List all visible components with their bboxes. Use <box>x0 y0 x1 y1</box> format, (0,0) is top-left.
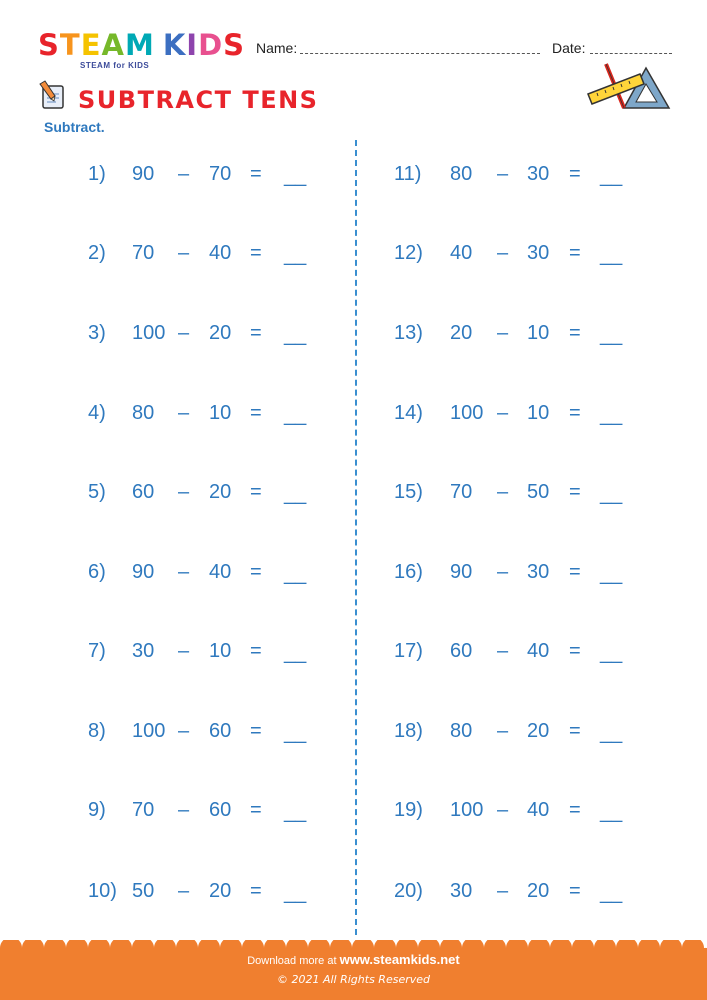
name-label: Name: <box>256 40 298 56</box>
problem-a: 70 <box>450 481 473 503</box>
problem-a: 100 <box>132 322 166 344</box>
answer-blank[interactable]: __ <box>284 882 307 904</box>
problem-op: – <box>178 163 190 185</box>
problem-num: 7) <box>88 640 106 662</box>
problem-num: 5) <box>88 481 106 503</box>
problem-b: 40 <box>209 242 232 264</box>
logo-letter: K <box>162 28 187 62</box>
logo-letter: S <box>223 28 246 62</box>
problem-b: 30 <box>527 163 550 185</box>
problem-eq: = <box>250 799 262 821</box>
answer-blank[interactable]: __ <box>600 801 623 823</box>
problem-item <box>0 322 707 350</box>
problem-item <box>0 640 707 668</box>
answer-blank[interactable]: __ <box>284 483 307 505</box>
problem-num: 11) <box>394 163 422 185</box>
problem-a: 60 <box>450 640 473 662</box>
problem-eq: = <box>250 322 262 344</box>
problem-num: 1) <box>88 163 106 185</box>
problem-a: 80 <box>450 163 473 185</box>
logo-letter: M <box>124 28 155 62</box>
problem-op: – <box>497 322 509 344</box>
answer-blank[interactable]: __ <box>600 642 623 664</box>
answer-blank[interactable]: __ <box>284 165 307 187</box>
problem-op: – <box>178 880 190 902</box>
problem-op: – <box>178 481 190 503</box>
problem-a: 40 <box>450 242 473 264</box>
problem-b: 40 <box>209 561 232 583</box>
problem-eq: = <box>569 322 581 344</box>
answer-blank[interactable]: __ <box>284 244 307 266</box>
problem-op: – <box>497 720 509 742</box>
problem-eq: = <box>569 402 581 424</box>
answer-blank[interactable]: __ <box>600 483 623 505</box>
problem-num: 3) <box>88 322 106 344</box>
problem-b: 50 <box>527 481 550 503</box>
problem-a: 30 <box>132 640 155 662</box>
problem-b: 10 <box>527 402 550 424</box>
problem-eq: = <box>569 720 581 742</box>
problem-eq: = <box>250 402 262 424</box>
footer-band <box>0 940 707 1000</box>
problem-op: – <box>497 402 509 424</box>
answer-blank[interactable]: __ <box>284 563 307 585</box>
logo-wordmark <box>38 30 245 60</box>
problem-a: 100 <box>450 799 484 821</box>
problem-eq: = <box>250 561 262 583</box>
problem-eq: = <box>569 561 581 583</box>
problem-a: 20 <box>450 322 473 344</box>
problem-item <box>0 880 707 908</box>
problem-op: – <box>178 720 190 742</box>
problem-num: 10) <box>88 880 117 902</box>
answer-blank[interactable]: __ <box>600 882 623 904</box>
problem-eq: = <box>569 799 581 821</box>
problem-a: 80 <box>132 402 155 424</box>
problem-item <box>0 163 707 191</box>
problem-num: 17) <box>394 640 423 662</box>
footer-download-prefix: Download more at <box>247 955 337 967</box>
problem-item <box>0 481 707 509</box>
problem-num: 9) <box>88 799 106 821</box>
problem-a: 90 <box>450 561 473 583</box>
answer-blank[interactable]: __ <box>600 563 623 585</box>
worksheet-pencil-icon <box>38 80 68 110</box>
problem-op: – <box>497 561 509 583</box>
ruler-and-set-square-icon <box>584 60 674 120</box>
problem-num: 15) <box>394 481 423 503</box>
problem-eq: = <box>250 880 262 902</box>
problem-num: 8) <box>88 720 106 742</box>
problem-num: 18) <box>394 720 423 742</box>
problem-a: 90 <box>132 561 155 583</box>
problem-eq: = <box>569 242 581 264</box>
problem-a: 70 <box>132 799 155 821</box>
problem-item <box>0 799 707 827</box>
logo-letter: D <box>198 28 224 62</box>
footer-download-line <box>0 952 707 967</box>
answer-blank[interactable]: __ <box>600 722 623 744</box>
logo-tagline: STEAM for KIDS <box>80 61 150 70</box>
problem-b: 60 <box>209 799 232 821</box>
problem-op: – <box>178 640 190 662</box>
problem-num: 20) <box>394 880 423 902</box>
problem-num: 13) <box>394 322 423 344</box>
problem-item <box>0 561 707 589</box>
date-field-line[interactable] <box>590 53 672 54</box>
problem-b: 30 <box>527 242 550 264</box>
problem-item <box>0 402 707 430</box>
problem-a: 90 <box>132 163 155 185</box>
problem-b: 10 <box>527 322 550 344</box>
worksheet-title: SUBTRACT TENS <box>78 86 319 114</box>
problem-op: – <box>178 561 190 583</box>
logo-letter: T <box>59 28 81 62</box>
answer-blank[interactable]: __ <box>284 722 307 744</box>
answer-blank[interactable]: __ <box>284 324 307 346</box>
answer-blank[interactable]: __ <box>600 165 623 187</box>
problem-op: – <box>497 242 509 264</box>
problem-a: 80 <box>450 720 473 742</box>
problem-b: 20 <box>209 880 232 902</box>
problem-b: 40 <box>527 799 550 821</box>
problem-num: 12) <box>394 242 423 264</box>
problem-op: – <box>497 481 509 503</box>
problem-a: 50 <box>132 880 155 902</box>
problem-b: 70 <box>209 163 232 185</box>
problem-eq: = <box>250 242 262 264</box>
problem-b: 20 <box>527 720 550 742</box>
problem-a: 100 <box>450 402 484 424</box>
problem-item <box>0 242 707 270</box>
problem-eq: = <box>569 640 581 662</box>
problem-op: – <box>497 799 509 821</box>
problem-num: 19) <box>394 799 423 821</box>
problem-eq: = <box>569 880 581 902</box>
problem-op: – <box>178 402 190 424</box>
problem-num: 6) <box>88 561 106 583</box>
problem-eq: = <box>250 481 262 503</box>
problem-a: 60 <box>132 481 155 503</box>
problem-eq: = <box>569 481 581 503</box>
logo-letter: E <box>80 28 102 62</box>
answer-blank[interactable]: __ <box>284 404 307 426</box>
problem-a: 70 <box>132 242 155 264</box>
logo-letter: A <box>101 28 125 62</box>
answer-blank[interactable]: __ <box>600 244 623 266</box>
problem-op: – <box>497 163 509 185</box>
steam-kids-logo <box>38 30 245 70</box>
problem-b: 60 <box>209 720 232 742</box>
logo-letter: S <box>38 28 60 62</box>
problem-num: 4) <box>88 402 106 424</box>
problem-eq: = <box>250 720 262 742</box>
name-field-line[interactable] <box>300 53 540 54</box>
problem-b: 10 <box>209 402 232 424</box>
date-label: Date: <box>552 40 586 56</box>
problem-op: – <box>497 640 509 662</box>
problem-op: – <box>178 242 190 264</box>
problem-num: 14) <box>394 402 423 424</box>
instruction-text: Subtract. <box>44 119 105 135</box>
footer-copyright: © 2021 All Rights Reserved <box>276 973 430 986</box>
problem-eq: = <box>569 163 581 185</box>
problem-b: 30 <box>527 561 550 583</box>
answer-blank[interactable]: __ <box>600 404 623 426</box>
problem-eq: = <box>250 163 262 185</box>
footer-url-link[interactable]: www.steamkids.net <box>339 952 460 967</box>
problem-b: 20 <box>527 880 550 902</box>
problem-b: 10 <box>209 640 232 662</box>
problem-num: 2) <box>88 242 106 264</box>
problem-b: 20 <box>209 481 232 503</box>
problem-a: 30 <box>450 880 473 902</box>
problem-op: – <box>178 799 190 821</box>
problem-op: – <box>178 322 190 344</box>
problem-item <box>0 720 707 748</box>
problem-b: 20 <box>209 322 232 344</box>
answer-blank[interactable]: __ <box>600 324 623 346</box>
answer-blank[interactable]: __ <box>284 642 307 664</box>
problem-a: 100 <box>132 720 166 742</box>
problem-b: 40 <box>527 640 550 662</box>
answer-blank[interactable]: __ <box>284 801 307 823</box>
logo-letter: I <box>186 28 199 62</box>
problem-eq: = <box>250 640 262 662</box>
problem-num: 16) <box>394 561 423 583</box>
problem-op: – <box>497 880 509 902</box>
